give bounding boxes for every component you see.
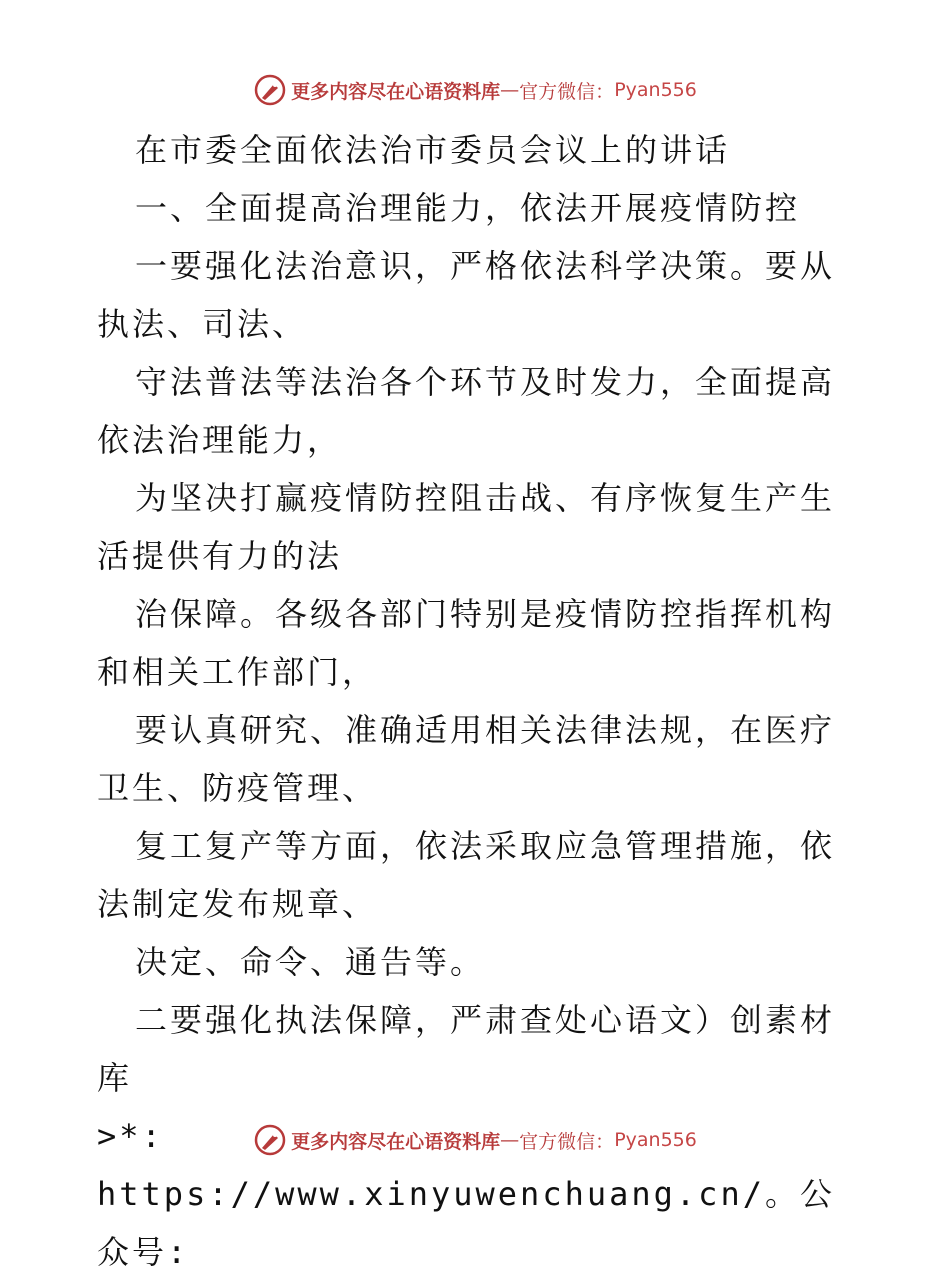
paragraph: 二要强化执法保障，严肃查处心语文）创素材库: [97, 1001, 836, 1097]
paragraph: 守法普法等法治各个环节及时发力，全面提高依法治理能力，: [97, 363, 836, 459]
paragraph: 决定、命令、通告等。: [135, 943, 486, 981]
watermark-separator: —: [500, 1129, 520, 1151]
paragraph-url-line: >*: https://www.xinyuwenchuang.cn/。公众号:: [97, 1117, 835, 1271]
watermark-wechat-label: 官方微信：: [519, 80, 615, 103]
paragraph: 治保障。各级各部门特别是疫情防控指挥机构和相关工作部门，: [97, 595, 836, 691]
watermark-banner-bottom: [0, 1120, 950, 1160]
watermark-brand: 更多内容尽在心语资料库: [291, 1130, 501, 1153]
watermark-brand: 更多内容尽在心语资料库: [291, 80, 501, 103]
watermark-wechat-id: Pyan556: [614, 1129, 697, 1151]
section-heading: 一、全面提高治理能力，依法开展疫情防控: [135, 189, 801, 227]
paragraph: 为坚决打赢疫情防控阻击战、有序恢复生产生活提供有力的法: [97, 479, 836, 575]
pen-nib-icon: [253, 73, 287, 107]
paragraph: 一要强化法治意识，严格依法科学决策。要从执法、司法、: [97, 247, 836, 343]
paragraph: 要认真研究、准确适用相关法律法规，在医疗卫生、防疫管理、: [97, 711, 836, 807]
watermark-banner-top: [0, 70, 950, 110]
paragraph: 复工复产等方面，依法采取应急管理措施，依法制定发布规章、: [97, 827, 836, 923]
watermark-wechat-id: Pyan556: [614, 79, 697, 101]
watermark-wechat-label: 官方微信：: [519, 1130, 615, 1153]
document-title: 在市委全面依法治市委员会议上的讲话: [135, 131, 731, 169]
pen-nib-icon: [253, 1123, 287, 1157]
watermark-separator: —: [500, 79, 520, 101]
document-body: [97, 121, 857, 1281]
